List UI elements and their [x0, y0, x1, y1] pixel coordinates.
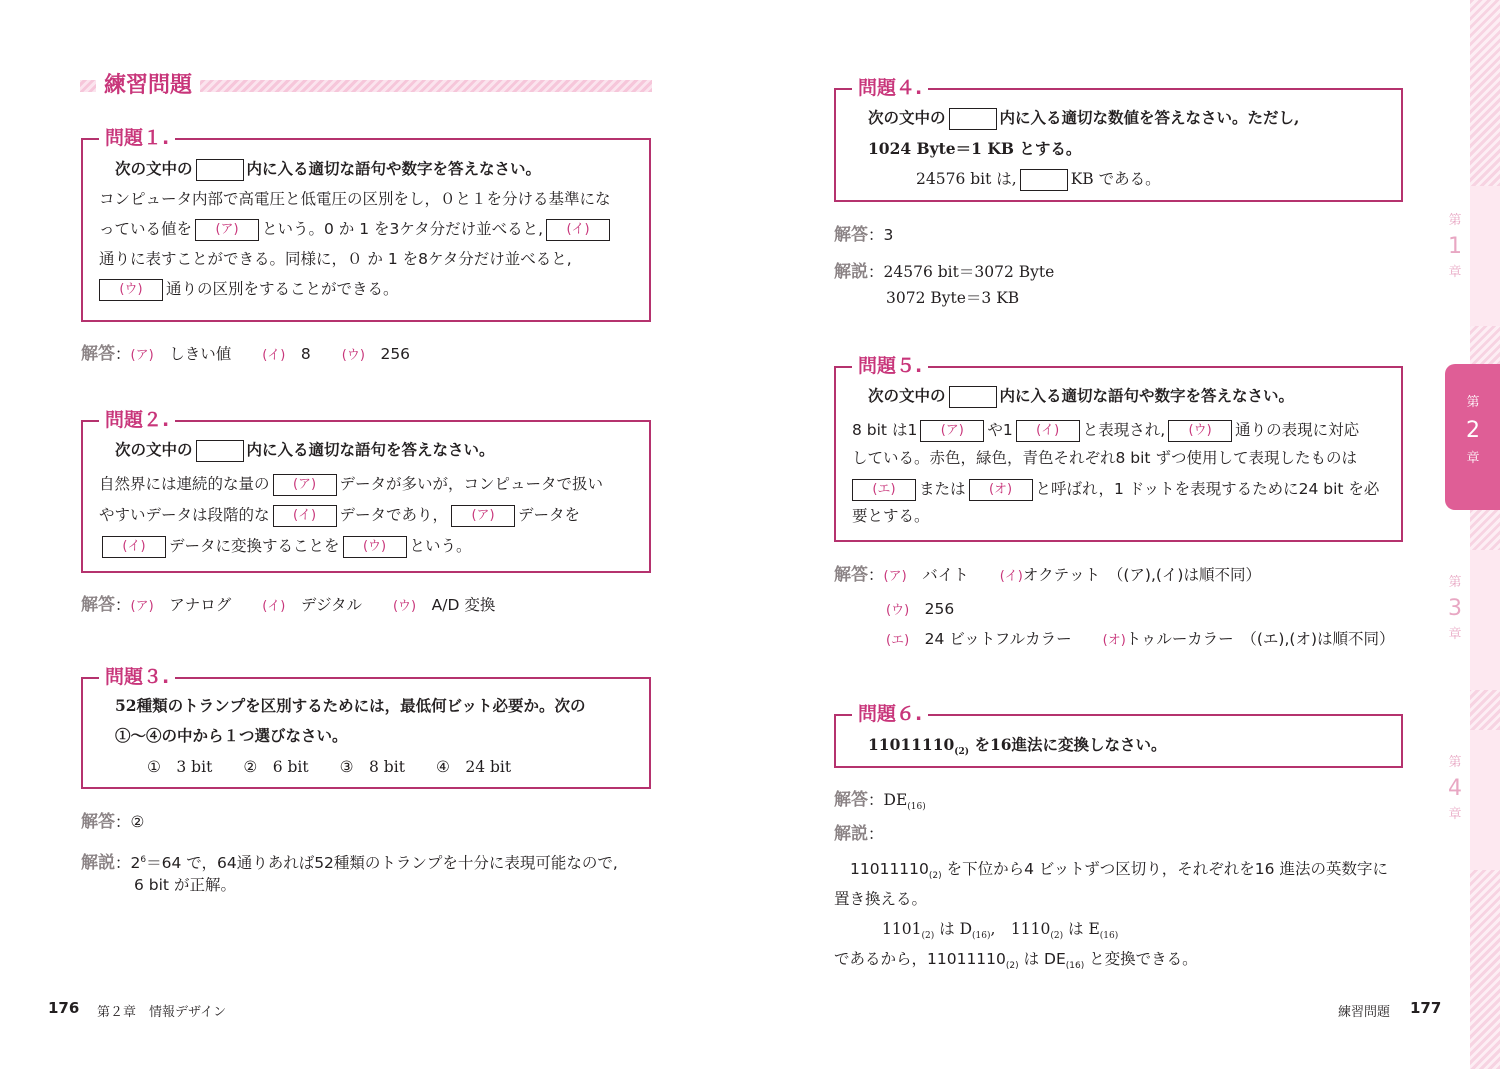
base-subscript: (2)	[928, 871, 942, 882]
problem-6-text	[868, 734, 1167, 763]
answer-4: 解答：3	[834, 225, 894, 245]
explanation-6-line-1	[850, 857, 1388, 888]
tab-top: 第	[1448, 755, 1462, 770]
answer-value: 3	[883, 226, 894, 244]
blank-e: (エ)	[852, 479, 916, 501]
label: (ア)	[883, 569, 907, 584]
text: と呼ばれ，1 ドットを表現するために24 bit を必	[1035, 480, 1380, 498]
answer-i: デジタル	[300, 596, 362, 614]
explanation-6-key-line: 解説：	[834, 824, 884, 844]
problem-2-instruction	[115, 439, 495, 462]
chapter-tab-strip	[1470, 0, 1500, 1069]
footer-right: 練習問題	[1338, 1005, 1391, 1020]
answer-u: A/D 変換	[431, 596, 496, 614]
explanation-6-line-3	[882, 917, 1118, 948]
text: は DE	[1023, 950, 1066, 968]
label: (イ)	[999, 569, 1023, 584]
explanation-3-line-1: 解説：$2^6=64$ で，64通りあれば52種類のトランプを十分に表現可能なので,	[81, 853, 618, 874]
problem-6-box	[834, 703, 1403, 768]
note: （(ア),(イ)は順不同）	[1115, 566, 1261, 584]
answer-key: 解答	[834, 565, 868, 585]
problem-5-line-1	[852, 419, 1359, 442]
tab-top: 第	[1448, 213, 1462, 228]
blank-box	[196, 159, 244, 181]
explanation-6-line-2: 置き換える。	[834, 890, 928, 908]
explanation-key: 解説	[834, 824, 868, 844]
blank-i: (イ)	[546, 219, 610, 241]
blank-i: (イ)	[1016, 420, 1080, 442]
text: 自然界には連続的な量の	[99, 475, 270, 493]
problem-2-label: 問題２.	[99, 405, 175, 435]
base-subscript: (16)	[1065, 961, 1085, 972]
blank-a: (ア)	[195, 219, 259, 241]
text: であるから，11011110	[834, 950, 1006, 968]
explanation-key: 解説	[834, 262, 868, 282]
problem-1-instruction	[115, 158, 541, 181]
text: 内に入る適切な数値を答えなさい。ただし,	[999, 108, 1300, 127]
tab-number: 1	[1448, 234, 1462, 259]
instruction-pre: 次の文中の	[115, 440, 193, 459]
text: 内に入る適切な語句や数字を答えなさい。	[999, 386, 1295, 405]
chapter-tab-4[interactable]	[1428, 752, 1482, 826]
answer-value: ②	[130, 813, 145, 831]
text: 次の文中の	[868, 108, 946, 127]
problem-2-box	[81, 409, 651, 573]
answer-value: DE	[883, 791, 908, 809]
base-subscript: (16)	[972, 931, 991, 942]
text: データであり，	[339, 506, 449, 524]
label: (ウ)	[886, 603, 910, 618]
problem-4-label: 問題４.	[852, 73, 928, 103]
answer-a: アナログ	[169, 596, 232, 614]
label: (ア)	[130, 599, 154, 614]
problem-5-label: 問題５.	[852, 351, 928, 381]
instruction-post: 内に入る適切な語句や数字を答えなさい。	[246, 159, 542, 178]
tab-number: 2	[1466, 418, 1480, 443]
problem-1-line-3: 通りに表すことができる。同様に，０ か 1 を8ケタ分だけ並べると,	[99, 250, 572, 268]
problem-6-label: 問題６.	[852, 699, 928, 729]
problem-2-line-3	[99, 535, 472, 558]
problem-3-line-1: 52種類のトランプを区別するためには，最低何ビット必要か。次の	[115, 696, 586, 715]
blank-u: (ウ)	[99, 279, 163, 301]
answer-key: 解答	[834, 790, 868, 810]
choice-2: ② 6 bit	[243, 758, 309, 776]
problem-4-box	[834, 77, 1403, 202]
note: （(エ),(オ)は順不同）	[1249, 630, 1395, 648]
explanation-6-line-4	[834, 947, 1198, 978]
label: (ウ)	[392, 599, 417, 614]
blank-box	[949, 386, 997, 408]
base-subscript: (2)	[1050, 931, 1064, 942]
text: 24576 bit は,	[916, 170, 1017, 188]
text: データが多いが，コンピュータで扱い	[339, 475, 604, 493]
problem-2-line-2	[99, 504, 580, 527]
answer-5-row-3	[886, 627, 1395, 653]
tab-bottom: 章	[1448, 265, 1462, 280]
blank-a: (ア)	[273, 474, 337, 496]
instruction-post: 内に入る適切な語句を答えなさい。	[246, 440, 495, 459]
answer-key: 解答	[834, 225, 868, 245]
answer-6: 解答：$DE_{(16)}$	[834, 790, 926, 813]
base-subscript: (2)	[1005, 961, 1019, 972]
text: KB である。	[1070, 170, 1161, 188]
explanation-4-line-2: 3072 Byte＝3 KB	[886, 289, 1020, 307]
answer-5-row-2	[886, 597, 954, 623]
problem-1-box	[81, 127, 651, 322]
text: 通りの区別をすることができる。	[166, 280, 399, 298]
tab-number: 4	[1448, 776, 1462, 801]
chapter-tab-2-active[interactable]	[1445, 364, 1500, 510]
answer-5-row-1: 解答：(ア) バイト (イ)オクテット （(ア),(イ)は順不同）	[834, 565, 1261, 585]
label: (イ)	[262, 599, 286, 614]
answer-a: バイト	[922, 566, 969, 584]
base-subscript: (2)	[954, 747, 970, 758]
problem-5-box	[834, 355, 1403, 542]
blank-i: (イ)	[102, 536, 166, 558]
problem-5-line-2: している。赤色，緑色，青色それぞれ8 bit ずつ使用して表現したものは	[852, 449, 1357, 467]
tab-top: 第	[1448, 575, 1462, 590]
blank-o: (オ)	[969, 479, 1033, 501]
problem-3-label: 問題３.	[99, 662, 175, 692]
section-heading	[80, 70, 652, 104]
answer-e: 24 ビットフルカラー	[924, 630, 1072, 648]
answer-i: 8	[300, 345, 311, 363]
problem-5-instruction	[868, 385, 1294, 408]
text: という。	[409, 537, 472, 555]
blank-u: (ウ)	[1168, 420, 1232, 442]
text: または	[919, 480, 966, 498]
problem-3-choices	[147, 756, 511, 778]
text: を下位から4 ビットずつ区切り，それぞれを16 進法の英数字に	[946, 860, 1388, 878]
chapter-tab-3[interactable]	[1428, 572, 1482, 646]
blank-a: (ア)	[451, 505, 515, 527]
label: (エ)	[886, 633, 910, 648]
blank-u: (ウ)	[343, 536, 407, 558]
text: 1101	[882, 920, 922, 938]
instruction-pre: 次の文中の	[115, 159, 193, 178]
text: 次の文中の	[868, 386, 946, 405]
answer-i: オクテット	[1022, 566, 1101, 584]
binary-number: 11011110	[868, 735, 955, 754]
problem-1-line-1: コンピュータ内部で高電圧と低電圧の区別をし，０と１を分ける基準にな	[99, 190, 611, 208]
page-number-right: 177	[1410, 999, 1442, 1017]
text: やすいデータは段階的な	[99, 506, 270, 524]
answer-u: 256	[380, 345, 411, 363]
explanation-key: 解説	[81, 853, 115, 874]
blank-box	[196, 440, 244, 462]
choice-3: ③ 8 bit	[339, 758, 405, 776]
binary-number: 11011110	[850, 860, 929, 878]
explanation-4-line-1: 解説：24576 bit＝3072 Byte	[834, 262, 1055, 282]
text: という。0 か 1 を3ケタ分だけ並べると,	[262, 220, 544, 238]
exponent: 6	[140, 855, 147, 865]
answer-key: 解答	[81, 344, 115, 364]
choice-4: ④ 24 bit	[435, 758, 512, 776]
choice-1: ① 3 bit	[147, 758, 213, 776]
tab-top: 第	[1466, 395, 1480, 410]
text: や1	[987, 421, 1013, 439]
base: 2	[130, 854, 141, 873]
text: ＝64 で，64通りあれば52種類のトランプを十分に表現可能なので,	[146, 854, 618, 873]
answer-key: 解答	[81, 812, 115, 832]
text: は E	[1068, 920, 1100, 938]
explanation-3-line-2: 6 bit が正解。	[134, 876, 236, 894]
problem-1-label: 問題１.	[99, 123, 175, 153]
problem-3-line-2: ①～④の中から１つ選びなさい。	[115, 726, 348, 745]
text: , 1110	[990, 920, 1051, 938]
text: っている値を	[99, 220, 193, 238]
blank-i: (イ)	[273, 505, 337, 527]
text: は D	[939, 920, 972, 938]
tab-number: 3	[1448, 596, 1462, 621]
blank-box	[1020, 169, 1068, 191]
tab-bottom: 章	[1448, 627, 1462, 642]
label: (イ)	[262, 348, 286, 363]
text: 24576 bit＝3072 Byte	[883, 263, 1055, 281]
answer-u: 256	[924, 600, 955, 618]
label: (ア)	[130, 348, 154, 363]
text: データに変換することを	[169, 537, 340, 555]
label: (ウ)	[341, 348, 365, 363]
tab-bottom: 章	[1466, 451, 1480, 466]
text: データを	[518, 506, 581, 524]
answer-a: しきい値	[169, 345, 232, 363]
problem-4-line-1	[868, 107, 1299, 130]
problem-4-line-2: 1024 Byte＝1 KB とする。	[868, 139, 1082, 158]
answer-2: 解答：(ア) アナログ (イ) デジタル (ウ) A/D 変換	[81, 595, 496, 615]
text: と表現され,	[1082, 421, 1166, 439]
text: 8 bit は1	[852, 421, 918, 439]
text: を16進法に変換しなさい。	[974, 735, 1167, 754]
text: と変換できる。	[1089, 950, 1198, 968]
problem-4-line-3	[916, 168, 1161, 191]
blank-box	[949, 108, 997, 130]
problem-5-line-4: 要とする。	[852, 507, 930, 525]
answer-key: 解答	[81, 595, 115, 615]
footer-left: 第２章 情報デザイン	[97, 1005, 227, 1020]
text: 通りの表現に対応	[1235, 421, 1360, 439]
tab-bottom: 章	[1448, 807, 1462, 822]
base-subscript: (2)	[921, 931, 935, 942]
chapter-tab-1[interactable]	[1428, 210, 1482, 284]
problem-5-line-3	[849, 478, 1379, 501]
answer-3: 解答：②	[81, 812, 145, 832]
problem-3-box	[81, 666, 651, 789]
answer-o: トゥルーカラー	[1125, 630, 1234, 648]
answer-1: 解答：(ア) しきい値 (イ) 8 (ウ) 256	[81, 344, 411, 364]
problem-1-line-4	[96, 278, 399, 301]
blank-a: (ア)	[920, 420, 984, 442]
problem-1-line-2	[99, 218, 613, 241]
base-subscript: (16)	[907, 802, 926, 813]
section-title: 練習問題	[96, 70, 200, 102]
base-subscript: (16)	[1099, 931, 1119, 942]
page-number-left: 176	[48, 999, 80, 1017]
problem-2-line-1	[99, 473, 603, 496]
label: (オ)	[1102, 633, 1126, 648]
